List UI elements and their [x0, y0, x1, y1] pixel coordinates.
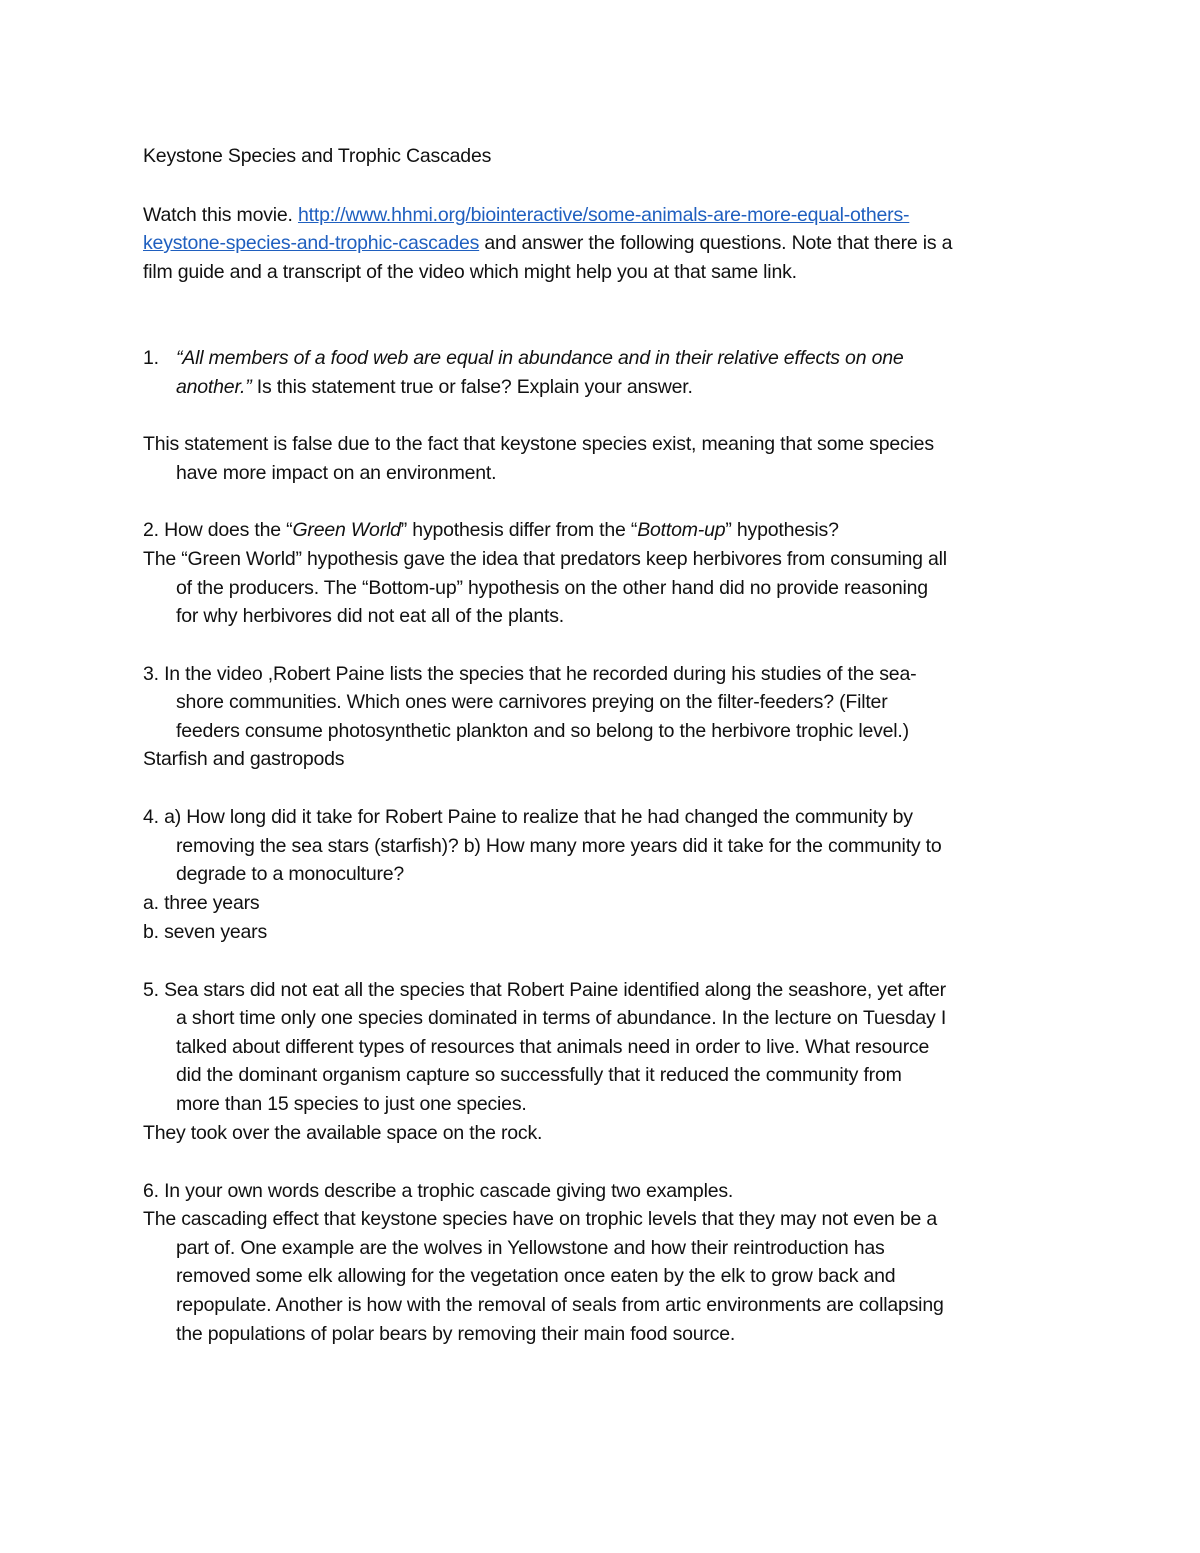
- q2-answer-2: of the producers. The “Bottom-up” hypothesis on the other hand did no provide reasoning: [176, 577, 928, 599]
- q3-answer: Starfish and gastropods: [143, 748, 345, 770]
- intro-line-1: [143, 201, 909, 229]
- q6-answer-2: part of. One example are the wolves in Yellowstone and how their reintroduction has: [176, 1237, 885, 1259]
- q4-answer-b: b. seven years: [143, 921, 268, 943]
- q2-term-bottom-up: Bottom-up: [637, 519, 726, 541]
- q2-term-green-world: Green World: [292, 519, 401, 541]
- q5-line-2: a short time only one species dominated in terms of abundance. In the lecture on Tuesday I: [176, 1007, 947, 1029]
- q3-line-3: feeders consume photosynthetic plankton and so belong to the herbivore trophic level.): [176, 720, 909, 742]
- q2-middle: ” hypothesis differ from the “: [400, 519, 638, 541]
- q6-answer-3: removed some elk allowing for the vegetation once eaten by the elk to grow back and: [176, 1265, 896, 1287]
- q6-question: 6. In your own words describe a trophic cascade giving two examples.: [143, 1180, 734, 1202]
- q1-line-2: [176, 373, 693, 401]
- q6-answer-4: repopulate. Another is how with the removal of seals from artic environments are collapsing: [176, 1294, 944, 1316]
- q4-line-3: degrade to a monoculture?: [176, 863, 405, 885]
- q5-line-4: did the dominant organism capture so successfully that it reduced the community from: [176, 1064, 902, 1086]
- q2-answer-1: The “Green World” hypothesis gave the idea that predators keep herbivores from consuming all: [143, 548, 947, 570]
- q2-prefix: 2. How does the “: [143, 519, 293, 541]
- q1-answer-2: have more impact on an environment.: [176, 462, 497, 484]
- q5-answer: They took over the available space on the rock.: [143, 1122, 543, 1144]
- q5-line-5: more than 15 species to just one species.: [176, 1093, 527, 1115]
- q6-answer-5: the populations of polar bears by removing their main food source.: [176, 1323, 736, 1345]
- intro-prefix: Watch this movie.: [143, 204, 298, 226]
- intro-suffix: and answer the following questions. Note that there is a: [479, 232, 953, 254]
- video-link-part-2[interactable]: keystone-species-and-trophic-cascades: [143, 232, 480, 254]
- q5-line-1: 5. Sea stars did not eat all the species that Robert Paine identified along the seashore, yet after: [143, 979, 946, 1001]
- q4-line-1: 4. a) How long did it take for Robert Paine to realize that he had changed the community by: [143, 806, 913, 828]
- q2-answer-3: for why herbivores did not eat all of the plants.: [176, 605, 565, 627]
- q4-answer-a: a. three years: [143, 892, 260, 914]
- q2-question: [143, 516, 839, 544]
- q2-suffix: ” hypothesis?: [725, 519, 839, 541]
- q3-line-1: 3. In the video ,Robert Paine lists the species that he recorded during his studies of the sea-: [143, 663, 917, 685]
- intro-line-3: film guide and a transcript of the video which might help you at that same link.: [143, 261, 797, 283]
- video-link-part-1[interactable]: http://www.hhmi.org/biointeractive/some-animals-are-more-equal-others-: [297, 204, 910, 226]
- q3-line-2: shore communities. Which ones were carnivores preying on the filter-feeders? (Filter: [176, 691, 888, 713]
- intro-line-2: [143, 229, 952, 257]
- document-title: Keystone Species and Trophic Cascades: [143, 145, 492, 167]
- q6-answer-1: The cascading effect that keystone species have on trophic levels that they may not even be a: [143, 1208, 938, 1230]
- q1-number: 1.: [143, 347, 159, 369]
- q1-quote-1: “All members of a food web are equal in abundance and in their relative effects on one: [176, 347, 904, 369]
- q5-line-3: talked about different types of resources that animals need in order to live. What resource: [176, 1036, 930, 1058]
- q1-question-rest: Is this statement true or false? Explain your answer.: [251, 376, 693, 398]
- q1-answer-1: This statement is false due to the fact that keystone species exist, meaning that some species: [143, 433, 934, 455]
- q4-line-2: removing the sea stars (starfish)? b) How many more years did it take for the community to: [176, 835, 942, 857]
- q1-quote-2: another.”: [176, 376, 252, 398]
- q1-line-1: [143, 344, 904, 372]
